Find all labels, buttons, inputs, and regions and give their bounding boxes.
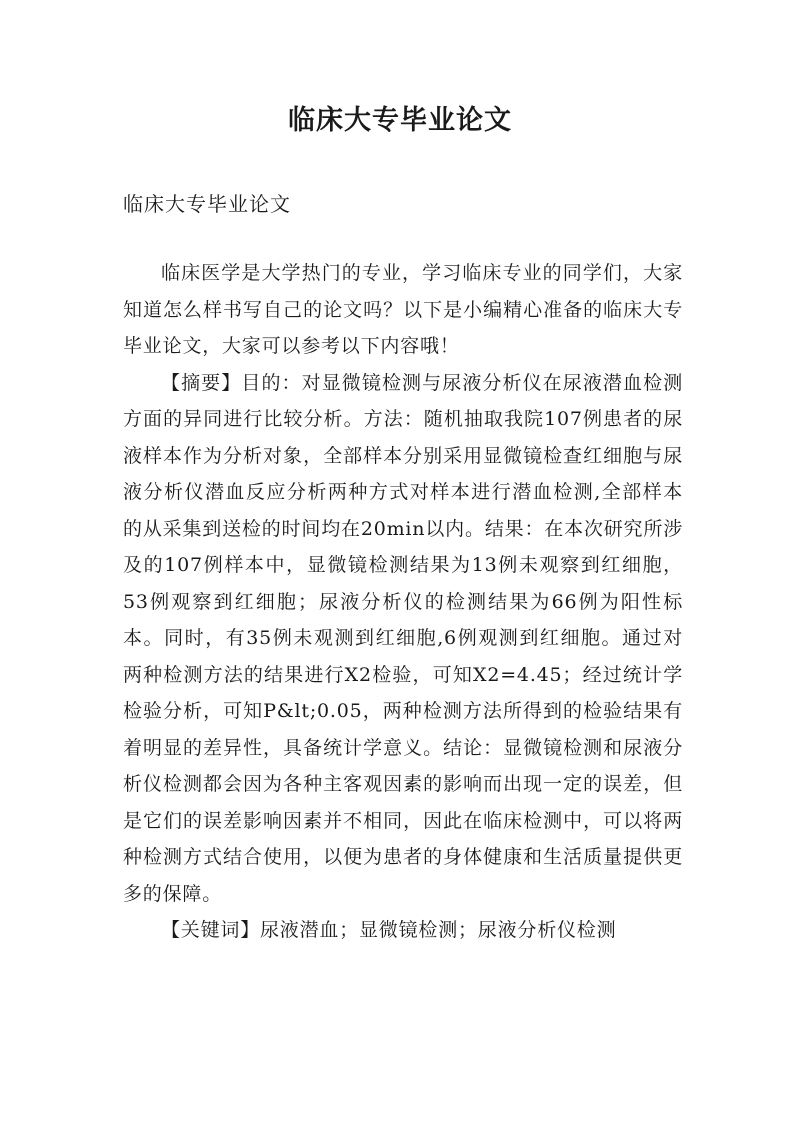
keywords-paragraph: 【关键词】尿液潜血；显微镜检测；尿液分析仪检测: [161, 919, 617, 941]
document-body: [123, 255, 683, 949]
intro-paragraph: 临床医学是大学热门的专业，学习临床专业的同学们，大家知道怎么样书写自己的论文吗？以下是小编精心准备的临床大专毕业论文，大家可以参考以下内容哦！: [123, 262, 683, 357]
page-title: 临床大专毕业论文: [288, 105, 512, 136]
abstract-paragraph: 【摘要】目的：对显微镜检测与尿液分析仪在尿液潜血检测方面的异同进行比较分析。方法：随机抽取我院107例患者的尿液样本作为分析对象，全部样本分别采用显微镜检查红细胞与尿液分析仪潜血反应分析两种方式对样本进行潜血检测,全部样本的从采集到送检的时间均在20min以内。结果：在本次研究所涉及的107例样本中，显微镜检测结果为13例未观察到红细胞，53例观察到红细胞；尿液分析仪的检测结果为66例为阳性标本。同时，有35例未观测到红细胞,6例观测到红细胞。通过对两种检测方法的结果进行X2检验，可知X2=4.45；经过统计学检验分析，可知P&lt;0.05，两种检测方法所得到的检验结果有着明显的差异性，具备统计学意义。结论：显微镜检测和尿液分析仪检测都会因为各种主客观因素的影响而出现一定的误差，但是它们的误差影响因素并不相同，因此在临床检测中，可以将两种检测方式结合使用，以便为患者的身体健康和生活质量提供更多的保障。: [123, 371, 683, 905]
page-subtitle: 临床大专毕业论文: [123, 192, 291, 216]
